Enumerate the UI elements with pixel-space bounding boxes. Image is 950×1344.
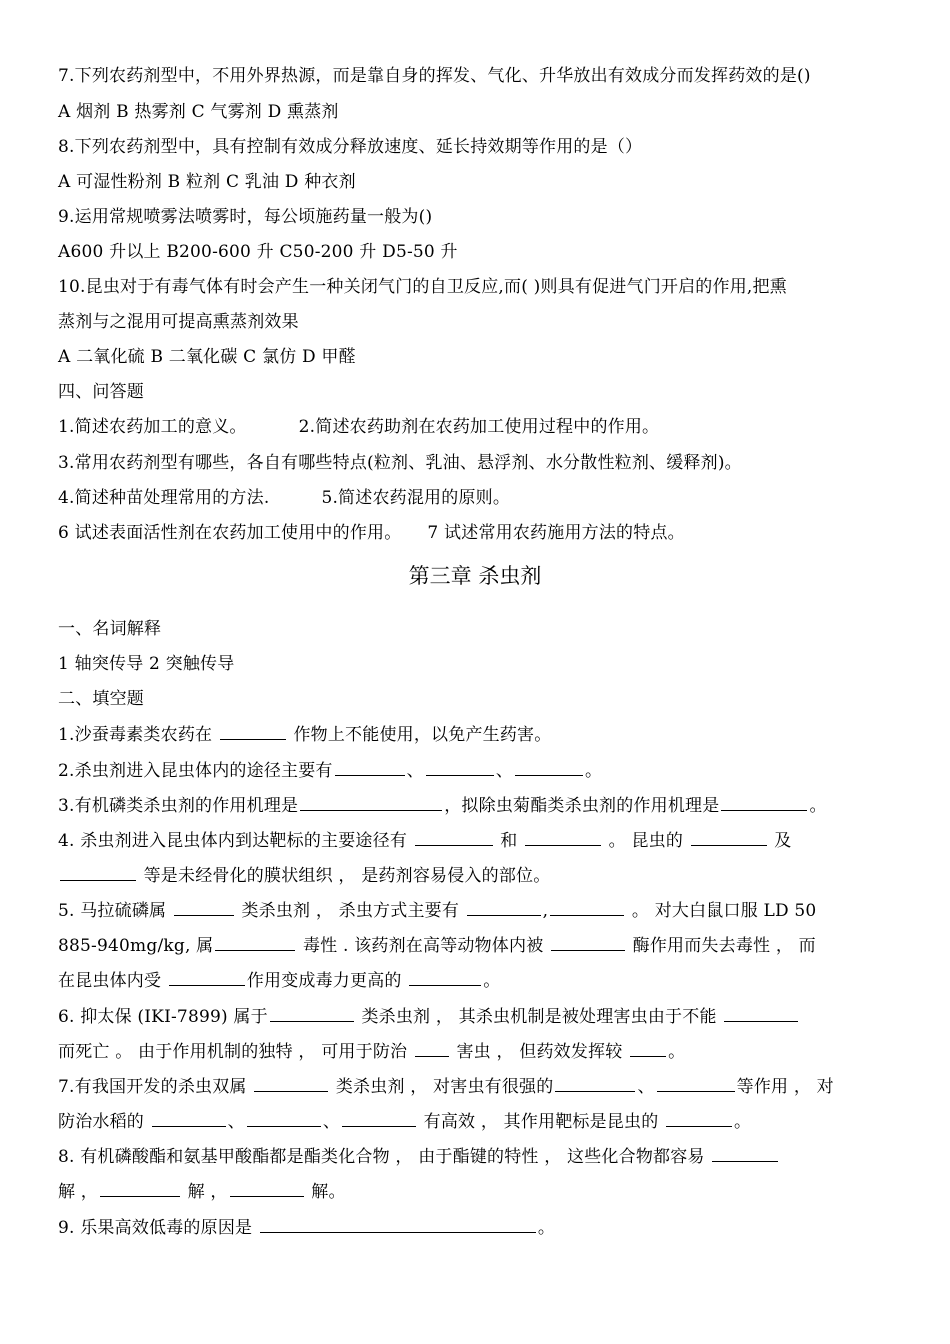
- question-8-options: A 可湿性粉剂 B 粒剂 C 乳油 D 种衣剂: [58, 172, 356, 192]
- blank[interactable]: [342, 1110, 416, 1127]
- blank[interactable]: [415, 829, 493, 846]
- blank[interactable]: [254, 1075, 328, 1092]
- blank[interactable]: [551, 934, 625, 951]
- blank[interactable]: [555, 1075, 635, 1092]
- fill-1: 1.沙蚕毒素类农药在 作物上不能使用，以免产生药害。: [58, 725, 552, 745]
- blank[interactable]: [152, 1110, 226, 1127]
- question-7-options: A 烟剂 B 热雾剂 C 气雾剂 D 熏蒸剂: [58, 102, 339, 122]
- blank[interactable]: [300, 794, 442, 811]
- blank[interactable]: [426, 759, 494, 776]
- qa-row-1: [58, 416, 898, 438]
- blank[interactable]: [409, 969, 481, 986]
- section-1-heading: 一、名词解释: [58, 619, 162, 639]
- blank[interactable]: [721, 794, 807, 811]
- fill-2: 2.杀虫剂进入昆虫体内的途径主要有 、 、 。: [58, 761, 603, 781]
- blank[interactable]: [515, 759, 583, 776]
- fill-9: 9. 乐果高效低毒的原因是 。: [58, 1218, 556, 1238]
- question-7: 7.下列农药剂型中，不用外界热源，而是靠自身的挥发、气化、升华放出有效成分而发挥药效的是(): [58, 66, 811, 86]
- blank[interactable]: [712, 1145, 778, 1162]
- blank[interactable]: [247, 1110, 321, 1127]
- fill-5-line-3: 在昆虫体内受 作用变成毒力更高的 。: [58, 971, 501, 991]
- blank[interactable]: [724, 1005, 798, 1022]
- blank[interactable]: [270, 1005, 354, 1022]
- fill-3: 3.有机磷类杀虫剂的作用机理是 ，拟除虫菊酯类杀虫剂的作用机理是 。: [58, 796, 827, 816]
- blank[interactable]: [169, 969, 245, 986]
- question-8: 8.下列农药剂型中，具有控制有效成分释放速度、延长持效期等作用的是（）: [58, 137, 643, 157]
- blank[interactable]: [630, 1040, 666, 1057]
- qa-row-3: [58, 487, 898, 509]
- blank[interactable]: [260, 1216, 536, 1233]
- fill-6-line-2: 而死亡 。 由于作用机制的独特 ， 可用于防治 害虫 ， 但药效发挥较 。: [58, 1042, 686, 1062]
- qa-5: 5.简述农药混用的原则。: [321, 488, 511, 508]
- blank[interactable]: [174, 899, 234, 916]
- blank[interactable]: [666, 1110, 732, 1127]
- blank[interactable]: [335, 759, 405, 776]
- question-10-options: A 二氧化硫 B 二氧化碳 C 氯仿 D 甲醛: [58, 347, 356, 367]
- fill-5-line-2: 885-940mg/kg, 属 毒性 . 该药剂在高等动物体内被 酶作用而失去毒性 ， 而: [58, 936, 816, 956]
- fill-4-line-2: 等是未经骨化的膜状组织 ， 是药剂容易侵入的部位。: [58, 864, 898, 887]
- qa-row-4: [58, 522, 898, 544]
- fill-5-line-1: 5. 马拉硫磷属 类杀虫剂 ， 杀虫方式主要有 , 。 对大白鼠口服 LD 50: [58, 901, 817, 921]
- blank[interactable]: [550, 899, 624, 916]
- blank[interactable]: [415, 1040, 449, 1057]
- chapter-title: 第三章 杀虫剂: [408, 564, 542, 588]
- qa-2: 2.简述农药助剂在农药加工使用过程中的作用。: [298, 417, 660, 437]
- fill-7-line-2: 防治水稻的 、 、 有高效 ， 其作用靶标是昆虫的 。: [58, 1112, 752, 1132]
- question-9: 9.运用常规喷雾法喷雾时，每公顷施药量一般为(): [58, 207, 433, 227]
- fill-6-line-1: 6. 抑太保 (IKI-7899) 属于 类杀虫剂 ， 其杀虫机制是被处理害虫由于不能: [58, 1005, 898, 1028]
- blank[interactable]: [691, 829, 767, 846]
- fill-8-line-2: 解 ， 解 ， 解。: [58, 1182, 346, 1202]
- section-2-heading: 二、填空题: [58, 689, 144, 709]
- blank[interactable]: [525, 829, 601, 846]
- fill-4-line-1: 4. 杀虫剂进入昆虫体内到达靶标的主要途径有 和 。 昆虫的 及: [58, 831, 792, 851]
- question-9-options: A600 升以上 B200-600 升 C50-200 升 D5-50 升: [58, 242, 458, 262]
- blank[interactable]: [60, 864, 136, 881]
- blank[interactable]: [215, 934, 295, 951]
- question-10-line-2: 蒸剂与之混用可提高熏蒸剂效果: [58, 312, 299, 332]
- fill-7-line-1: 7.有我国开发的杀虫双属 类杀虫剂 ， 对害虫有很强的 、 等作用 ， 对: [58, 1077, 834, 1097]
- qa-3: 3.常用农药剂型有哪些，各自有哪些特点(粒剂、乳油、悬浮剂、水分散性粒剂、缓释剂)。: [58, 453, 742, 473]
- blank[interactable]: [467, 899, 541, 916]
- qa-7: 7 试述常用农药施用方法的特点。: [427, 523, 685, 543]
- section-4-heading: 四、问答题: [58, 382, 144, 402]
- blank[interactable]: [657, 1075, 735, 1092]
- qa-4: 4.简述种苗处理常用的方法.: [58, 488, 270, 508]
- section-1-items: 1 轴突传导 2 突触传导: [58, 654, 235, 674]
- blank[interactable]: [100, 1180, 180, 1197]
- blank[interactable]: [220, 723, 286, 740]
- qa-6: 6 试述表面活性剂在农药加工使用中的作用。: [58, 523, 402, 543]
- question-10-line-1: 10.昆虫对于有毒气体有时会产生一种关闭气门的自卫反应,而( )则具有促进气门开启的作用,把熏: [58, 277, 787, 297]
- qa-1: 1.简述农药加工的意义。: [58, 417, 247, 437]
- blank[interactable]: [230, 1180, 304, 1197]
- fill-8-line-1: 8. 有机磷酸酯和氨基甲酸酯都是酯类化合物 ， 由于酯键的特性 ， 这些化合物都容易: [58, 1145, 898, 1168]
